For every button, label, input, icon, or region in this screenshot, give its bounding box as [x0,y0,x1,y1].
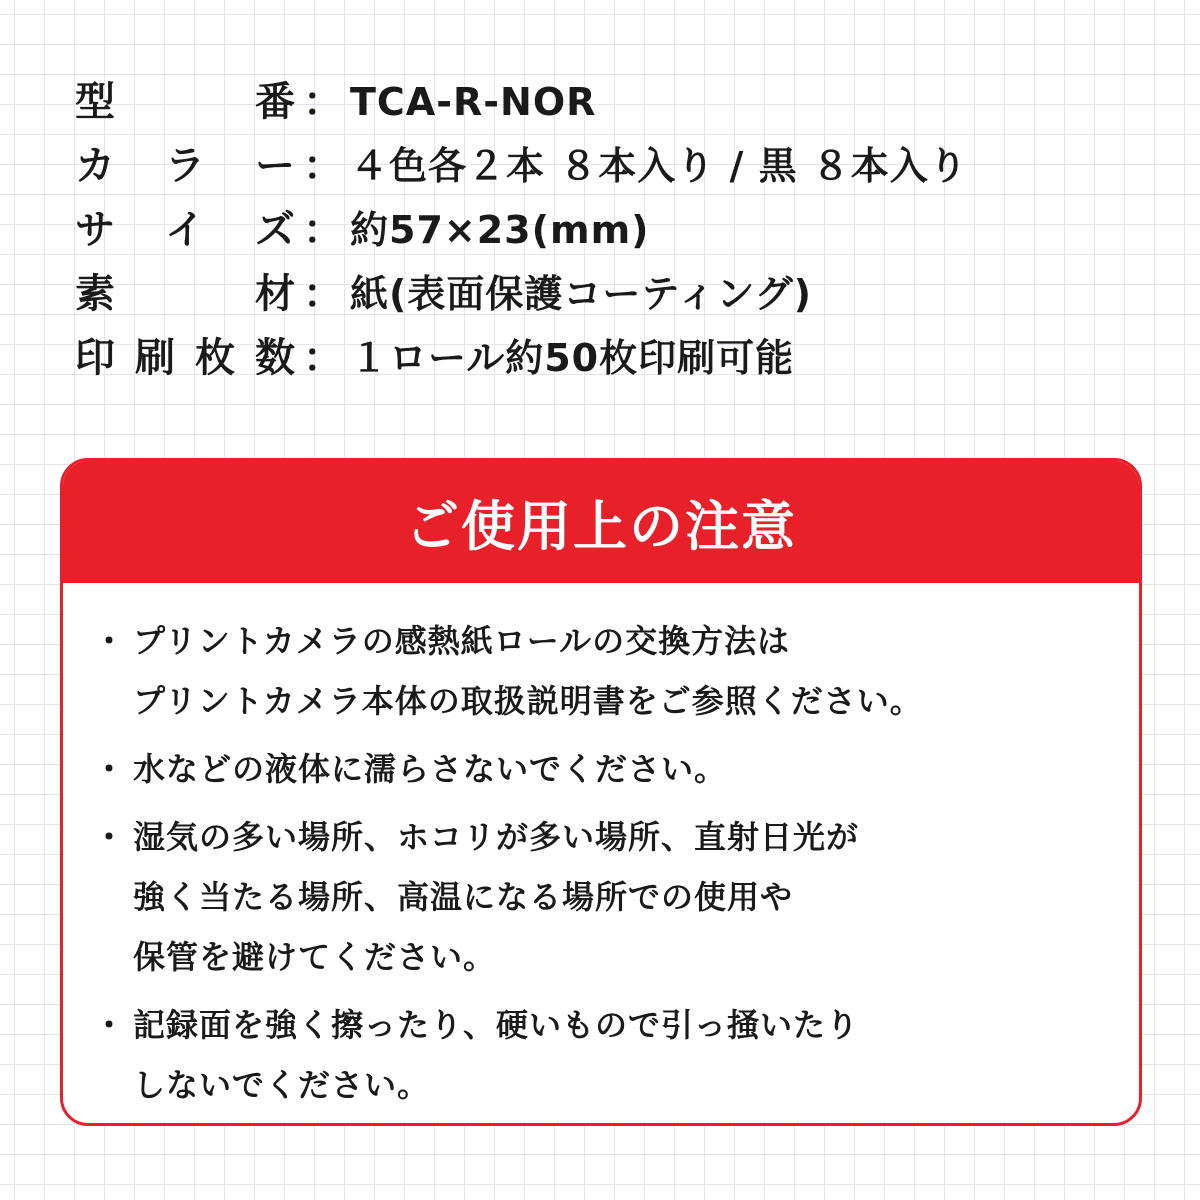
spec-row-print-count [75,326,1175,390]
spec-value-size: 約57×23(mm) [350,208,650,252]
spec-colon: ： [303,207,343,253]
spec-label-color [75,134,295,198]
label-char: 刷 [135,335,175,381]
spec-colon: ： [303,335,343,381]
label-char: 材 [255,271,295,317]
label-char: カ [75,143,115,189]
label-char: 番 [255,79,295,125]
caution-item [93,995,1123,1115]
caution-line: しないでください。 [133,1066,431,1104]
caution-item [93,807,1123,987]
caution-line: 強く当たる場所、高温になる場所での使用や [133,878,794,916]
spec-colon: ： [303,79,343,125]
caution-list [93,611,1123,1123]
caution-box [60,458,1142,1126]
caution-item [93,611,1123,731]
caution-header [63,461,1139,583]
spec-colon: ： [303,271,343,317]
spec-list [75,70,1175,390]
bullet-dot: ・ [93,818,126,856]
bullet-dot: ・ [93,622,126,660]
spec-label-size [75,198,295,262]
bullet-dot: ・ [93,750,126,788]
label-char: ー [255,143,295,189]
label-char: イ [165,207,205,253]
spec-colon: ： [303,143,343,189]
label-char: サ [75,207,115,253]
label-char: ラ [165,143,205,189]
label-char: 数 [255,335,295,381]
spec-row-size [75,198,1175,262]
label-char: 印 [75,335,115,381]
spec-value-model: TCA-R-NOR [350,80,597,124]
caution-line: 水などの液体に濡らさないでください。 [133,750,728,788]
spec-value-material: 紙(表面保護コーティング) [350,272,812,316]
spec-label-print-count [75,326,295,390]
caution-line: 保管を避けてください。 [133,938,497,976]
caution-line: プリントカメラ本体の取扱説明書をご参照ください。 [133,682,923,720]
spec-value-color: ４色各２本 ８本入り / 黒 ８本入り [350,144,968,188]
label-char: 型 [75,79,115,125]
caution-line: プリントカメラの感熱紙ロールの交換方法は [133,622,791,660]
spec-row-color [75,134,1175,198]
caution-item [93,739,1123,799]
caution-title: ご使用上の注意 [405,494,797,558]
label-char: 枚 [195,335,235,381]
spec-row-material [75,262,1175,326]
label-char: 素 [75,271,115,317]
caution-line: 湿気の多い場所、ホコリが多い場所、直射日光が [133,818,860,856]
spec-row-model [75,70,1175,134]
bullet-dot: ・ [93,1006,126,1044]
spec-label-material [75,262,295,326]
caution-line: 記録面を強く擦ったり、硬いもので引っ掻いたり [133,1006,860,1044]
spec-label-model [75,70,295,134]
label-char: ズ [255,207,295,253]
spec-value-print-count: １ロール約50枚印刷可能 [350,336,795,380]
